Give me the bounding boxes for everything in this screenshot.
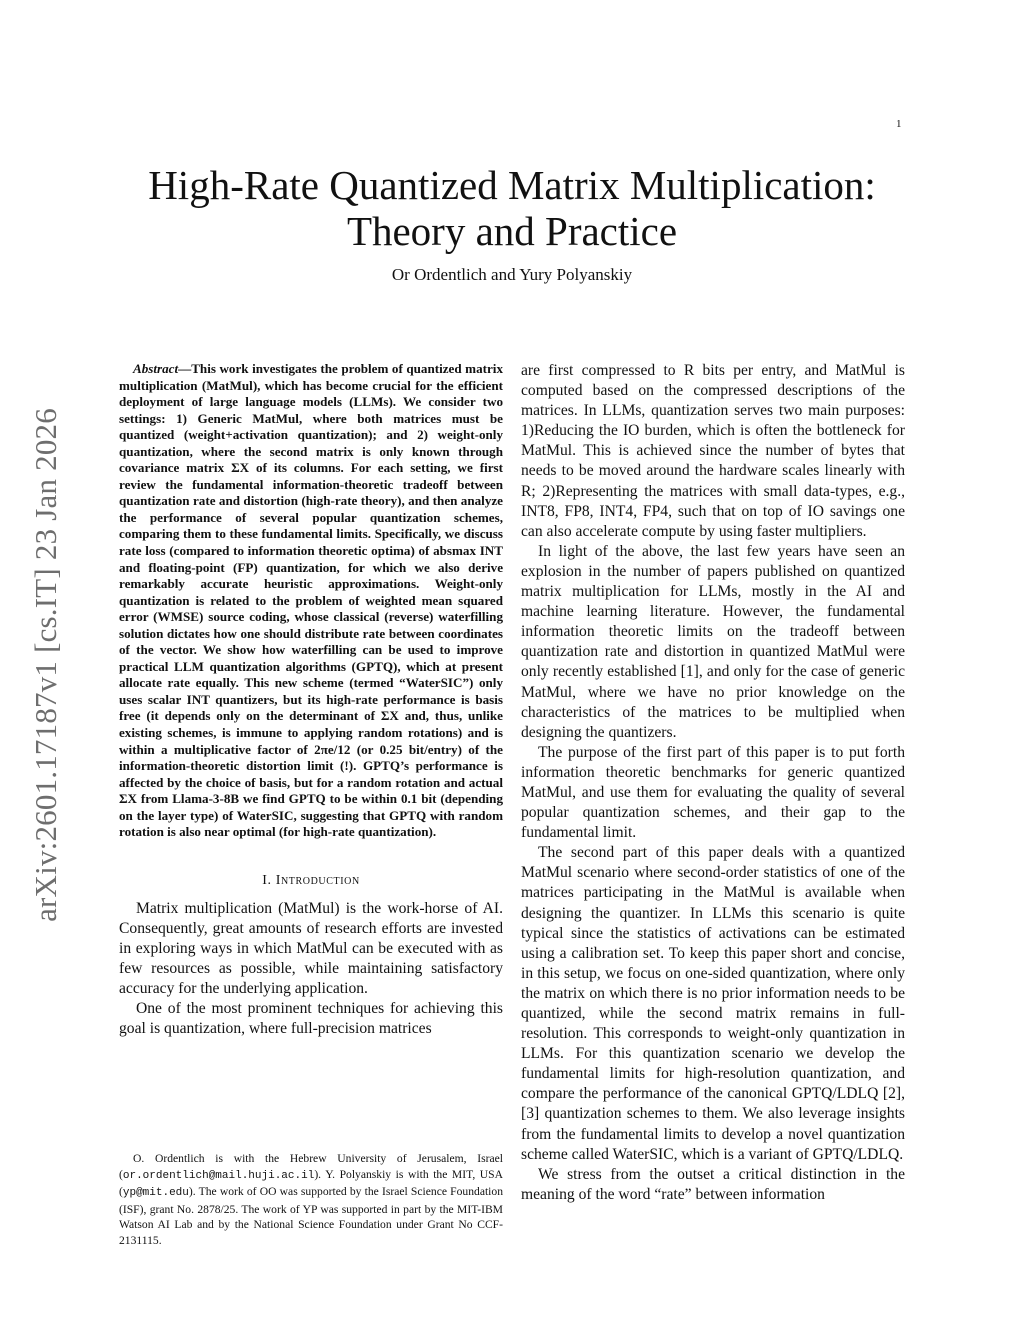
intro-paragraph-1: Matrix multiplication (MatMul) is the work-horse of AI. Consequently, great amounts of research efforts are invested in exploring ways in which MatMul can be executed with as few resources as possible, while maintaining satisfactory accuracy for the underlying application. bbox=[119, 899, 503, 998]
title-line-1: High-Rate Quantized Matrix Multiplication: bbox=[148, 162, 876, 208]
author-list: Or Ordentlich and Yury Polyanskiy bbox=[391, 265, 633, 284]
right-paragraph-5: We stress from the outset a critical distinction in the meaning of the word “rate” between information bbox=[521, 1165, 905, 1203]
arxiv-identifier-stamp: arXiv:2601.17187v1 [cs.IT] 23 Jan 2026 bbox=[28, 408, 63, 922]
intro-paragraph-2: One of the most prominent techniques for achieving this goal is quantization, where full-precision matrices bbox=[119, 1000, 503, 1038]
abstract-dash: — bbox=[178, 361, 192, 376]
section-title: Introduction bbox=[275, 872, 360, 888]
title-line-2: Theory and Practice bbox=[346, 208, 678, 254]
right-paragraph-2: In light of the above, the last few years have seen an explosion in the number of papers published on quantized matrix multiplication for LLMs, mostly in the AI and machine learning literature. However, the fundamental information theoretic limits on the tradeoff between quantization rate and distortion in quantized MatMul were only recently established [1], and only for the case of generic MatMul, where we have no prior knowledge on the characteristics of the matrices to be multiplied when designing the quantizers. bbox=[521, 542, 905, 741]
section-number: I. bbox=[262, 872, 272, 888]
section-heading-introduction bbox=[119, 873, 503, 889]
right-paragraph-1: are first compressed to R bits per entry, and MatMul is computed based on the compressed descriptions of the matrices. In LLMs, quantization serves two main purposes: 1)Reducing the IO burden, which is often the bottleneck for MatMul. This is achieved since the number of bytes that needs to be moved around the hardware scales linearly with R; 2)Representing the matrices with small data-types, e.g., INT8, FP8, INT4, FP4, such that on top of IO savings one can also accelerate compute by using faster multipliers. bbox=[521, 362, 905, 540]
affiliation-footnote bbox=[119, 1151, 503, 1248]
page-number: 1 bbox=[896, 118, 902, 130]
abstract bbox=[119, 361, 503, 841]
footnote-text-1: O. Ordentlich is with the Hebrew University of Jerusalem, Israel ( bbox=[119, 1152, 503, 1181]
footnote-text-3: ). The work of OO was supported by the Israel Science Foundation (ISF), grant No. 2878/25. The work of YP was supported in part by the MIT-IBM Watson AI Lab and by the National Science Foundation under Grant No CCF-2131115. bbox=[119, 1185, 503, 1247]
email-link-polyanskiy[interactable]: yp@mit.edu bbox=[122, 1187, 189, 1199]
email-link-ordentlich[interactable]: or.ordentlich@mail.huji.ac.il bbox=[122, 1169, 315, 1182]
left-column bbox=[119, 361, 503, 1040]
abstract-text: This work investigates the problem of quantized matrix multiplication (MatMul), which has become crucial for the efficient deployment of large language models (LLMs). We consider two settings: 1) Generic MatMul, where both matrices must be quantized (weight+activation quantization); and 2) weight-only quantization, where the second matrix is only known through covariance matrix ΣX of its columns. For each setting, we first review the fundamental information-theoretic tradeoff between quantization rate and distortion (high-rate theory), and then analyze the performance of several popular quantization schemes, comparing them to these fundamental limits. Specifically, we discuss rate loss (compared to information theoretic optima) of absmax INT and floating-point (FP) quantization, for which we also derive remarkably accurate heuristic approximations. Weight-only quantization is related to the problem of weighted mean squared error (WMSE) source coding, whose classical (reverse) waterfilling solution dictates how one should distribute rate between coordinates of the vector. We show how waterfilling can be used to improve practical LLM quantization algorithms (GPTQ), which at present allocate rate equally. This new scheme (termed “WaterSIC”) only uses scalar INT quantizers, but its high-rate performance is basis free (it depends only on the determinant of ΣX and, thus, unlike existing schemes, is immune to applying random rotations) and is within a multiplicative factor of 2πe/12 (or 0.25 bit/entry) of the information-theoretic distortion limit (!). GPTQ’s performance is affected by the choice of basis, but for a random rotation and actual ΣX from Llama-3-8B we find GPTQ to be within 0.1 bit (depending on the layer type) of WaterSIC, suggesting that GPTQ with random rotation is also near optimal (for high-rate quantization). bbox=[119, 361, 503, 840]
right-paragraph-3: The purpose of the first part of this paper is to put forth information theoretic benchmarks for generic quantized MatMul, and use them for evaluating the quality of several popular quantization schemes, and their gap to the fundamental limit. bbox=[521, 743, 905, 842]
footnote-text-2: ). Y. Polyanskiy is with the MIT, USA ( bbox=[119, 1167, 503, 1198]
right-paragraph-4: The second part of this paper deals with a quantized MatMul scenario where second-order statistics of one of the matrices participating in the MatMul is available when designing the quantizer. In LLMs this scenario is quite typical since the statistics of activations can be estimated using a calibration set. To keep this paper short and concise, in this setup, we focus on one-sided quantization, where only the matrix on which there is no prior information needs to be quantized, while the second matrix remains in full-resolution. This corresponds to weight-only quantization in LLMs. For this quantization scenario we develop the fundamental limits for high-resolution quantization, and compare the performance of the canonical GPTQ/LDLQ [2], [3] quantization schemes to them. We also leverage insights from the fundamental limits to develop a novel quantization scheme called WaterSIC, which is a variant of GPTQ/LDLQ. bbox=[521, 844, 905, 1163]
paper-title bbox=[0, 162, 1024, 254]
right-column bbox=[521, 361, 905, 1205]
abstract-label: Abstract bbox=[133, 361, 179, 376]
